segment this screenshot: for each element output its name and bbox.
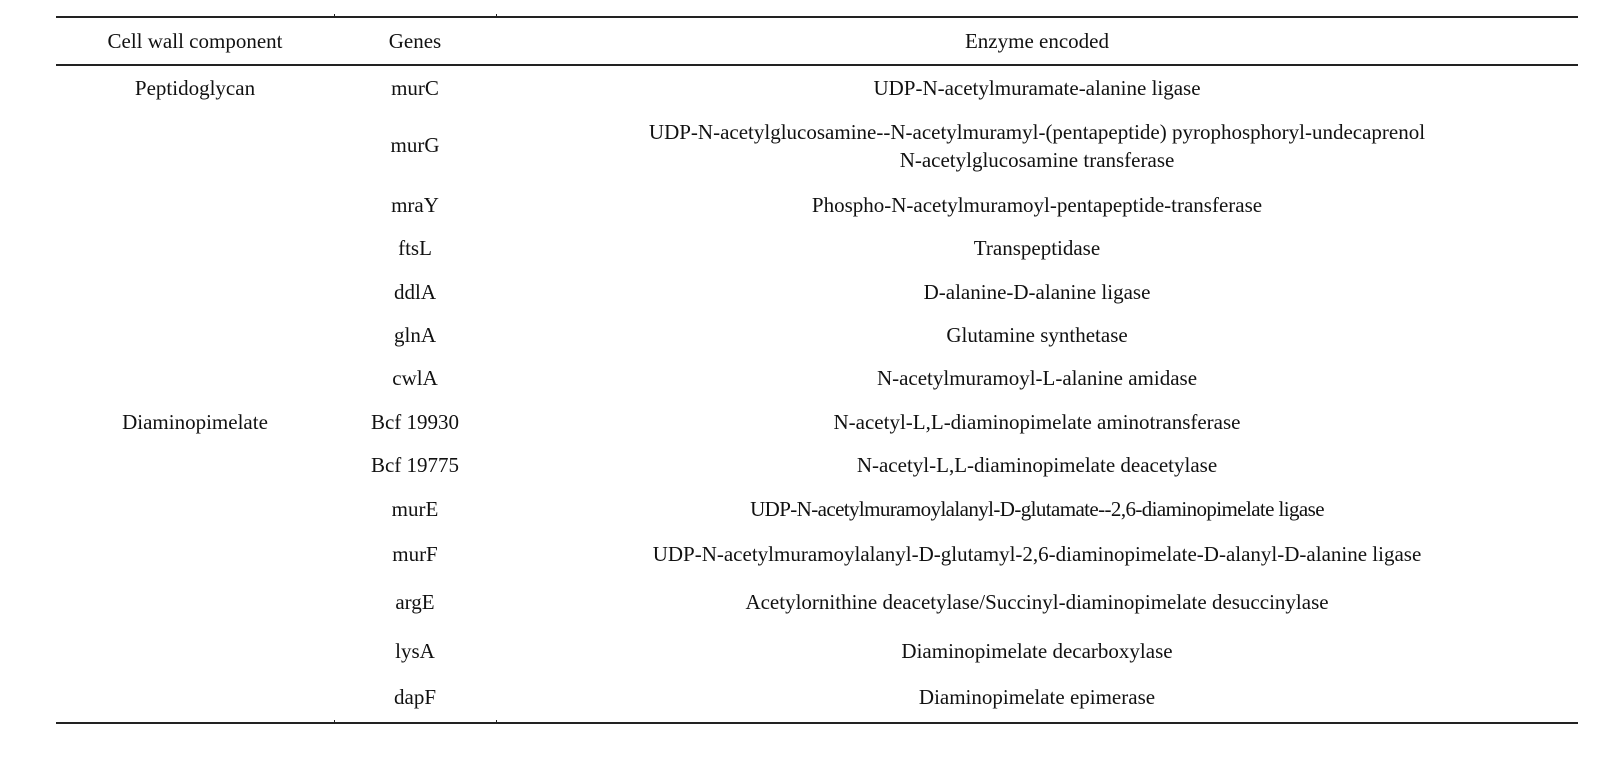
enzyme-cell: UDP-N-acetylmuramoylalanyl-D-glutamyl-2,6-diaminopimelate-D-alanyl-D-alanine ligase — [652, 542, 1422, 566]
gene-cell: ftsL — [398, 236, 432, 260]
enzyme-cell: Acetylornithine deacetylase/Succinyl-diaminopimelate desuccinylase — [745, 590, 1329, 614]
gene-cell: lysA — [395, 639, 435, 663]
header-rule — [56, 64, 1578, 66]
gene-cell: Bcf 19775 — [370, 453, 460, 477]
enzyme-cell: UDP-N-acetylmuramoylalanyl-D-glutamate--2,6-diaminopimelate ligase — [750, 497, 1324, 521]
enzyme-cell: Diaminopimelate decarboxylase — [901, 639, 1173, 663]
gene-cell: glnA — [394, 323, 436, 347]
column-tick — [334, 14, 335, 18]
enzyme-cell: Transpeptidase — [973, 236, 1101, 260]
component-cell: Peptidoglycan — [134, 76, 256, 100]
gene-cell: argE — [395, 590, 435, 614]
bottom-rule — [56, 722, 1578, 724]
enzyme-cell: Diaminopimelate epimerase — [918, 685, 1156, 709]
header-cell-wall-component: Cell wall component — [107, 29, 283, 53]
enzyme-cell: Glutamine synthetase — [946, 323, 1128, 347]
column-tick — [334, 720, 335, 724]
gene-cell: murE — [391, 497, 439, 521]
enzyme-cell: N-acetyl-L,L-diaminopimelate aminotransferase — [833, 410, 1241, 434]
top-rule — [56, 16, 1578, 18]
gene-cell: cwlA — [392, 366, 438, 390]
gene-cell: murG — [390, 133, 440, 157]
component-cell: Diaminopimelate — [122, 410, 268, 434]
enzyme-cell: D-alanine-D-alanine ligase — [923, 280, 1151, 304]
header-genes: Genes — [388, 29, 442, 53]
gene-cell: Bcf 19930 — [370, 410, 460, 434]
enzyme-cell: UDP-N-acetylmuramate-alanine ligase — [873, 76, 1201, 100]
enzyme-cell: N-acetyl-L,L-diaminopimelate deacetylase — [856, 453, 1218, 477]
enzyme-cell: Phospho-N-acetylmuramoyl-pentapeptide-transferase — [811, 193, 1263, 217]
gene-cell: murC — [391, 76, 439, 100]
column-tick — [496, 720, 497, 724]
gene-cell: mraY — [391, 193, 439, 217]
header-enzyme-encoded: Enzyme encoded — [964, 29, 1110, 53]
enzyme-cell: N-acetylmuramoyl-L-alanine amidase — [876, 366, 1198, 390]
gene-cell: murF — [392, 542, 438, 566]
gene-cell: ddlA — [394, 280, 436, 304]
enzyme-cell-line2: N-acetylglucosamine transferase — [899, 148, 1175, 172]
gene-cell: dapF — [394, 685, 436, 709]
column-tick — [496, 14, 497, 18]
enzyme-cell-line1: UDP-N-acetylglucosamine--N-acetylmuramyl-(pentapeptide) pyrophosphoryl-undecaprenol — [648, 120, 1426, 144]
